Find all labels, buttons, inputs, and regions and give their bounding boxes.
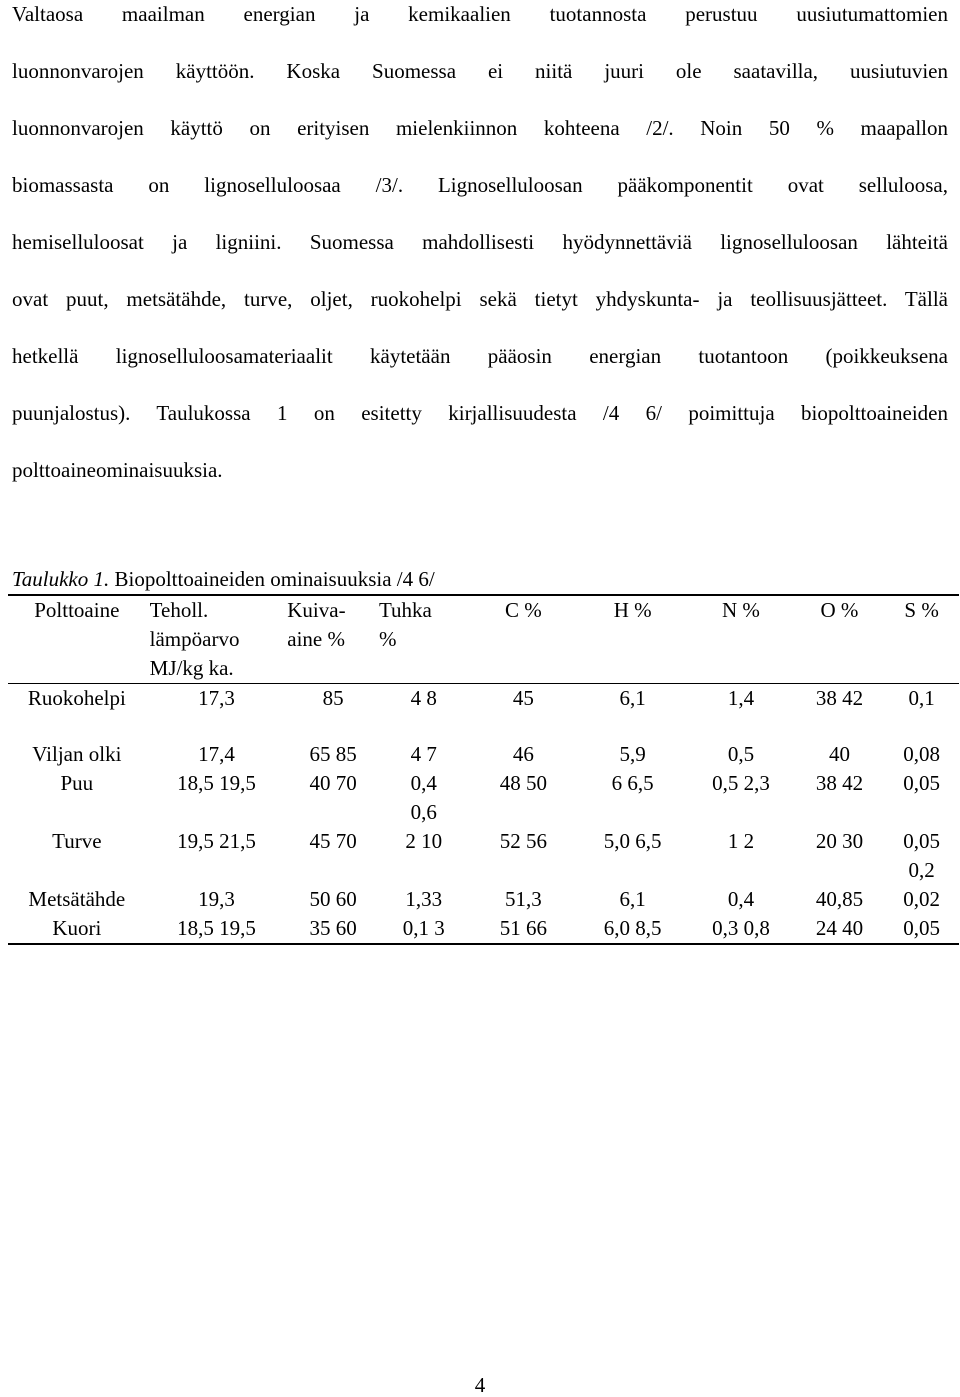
body-paragraph xyxy=(12,0,948,513)
cell-heating-value: 19,3 xyxy=(198,887,235,911)
table-row xyxy=(8,684,959,741)
cell-dry-matter: 35 60 xyxy=(309,916,357,940)
cell-nitrogen: 0,5 2,3 xyxy=(712,771,770,795)
table-body xyxy=(8,684,959,945)
header-hydrogen: H % xyxy=(613,598,652,622)
cell-oxygen: 38 42 xyxy=(815,686,864,710)
cell-heating-value: 19,5 21,5 xyxy=(177,829,256,853)
cell-carbon: 46 xyxy=(512,742,534,766)
cell-carbon: 45 xyxy=(512,686,534,710)
cell-ash: 1,33 xyxy=(405,887,443,911)
cell-heating-value: 17,4 xyxy=(198,742,235,766)
cell-hydrogen: 6,0 8,5 xyxy=(603,916,662,940)
cell-dry-matter: 85 xyxy=(322,686,344,710)
cell-dry-matter: 50 60 xyxy=(309,887,357,911)
cell-heating-value: 18,5 19,5 xyxy=(177,916,256,940)
paragraph-line: hetkellä lignoselluloosamateriaalit käytetään pääosin energian tuotantoon (poikkeuksena xyxy=(12,344,948,368)
cell-hydrogen: 5,0 6,5 xyxy=(603,829,662,853)
paragraph-line: Valtaosa maailman energian ja kemikaalien tuotannosta perustuu uusiutumattomien xyxy=(12,2,948,26)
cell-fuel: Turve xyxy=(52,829,102,853)
cell-carbon: 52 56 xyxy=(499,829,547,853)
table-caption-label: Taulukko 1. xyxy=(12,567,110,591)
cell-carbon: 48 50 xyxy=(499,771,547,795)
cell-nitrogen: 0,4 xyxy=(727,887,755,911)
cell-dry-matter: 40 70 xyxy=(309,771,357,795)
cell-fuel: Metsätähde xyxy=(28,887,126,911)
header-ash: Tuhka % xyxy=(378,598,432,651)
cell-carbon: 51,3 xyxy=(504,887,542,911)
header-carbon: C % xyxy=(504,598,542,622)
cell-sulfur: 0,1 xyxy=(908,686,935,710)
cell-dry-matter: 45 70 xyxy=(309,829,357,853)
cell-sulfur: 0,05 0,2 xyxy=(903,829,940,882)
cell-nitrogen: 0,3 0,8 xyxy=(712,916,770,940)
cell-nitrogen: 0,5 xyxy=(727,742,755,766)
cell-ash: 4 8 xyxy=(410,686,437,710)
paragraph-line: hemiselluloosat ja ligniini. Suomessa mahdollisesti hyödynnettäviä lignoselluloosan lähteitä xyxy=(12,230,948,254)
table-row xyxy=(8,740,959,769)
table-header-row xyxy=(8,595,959,684)
table-row xyxy=(8,885,959,914)
paragraph-line: luonnonvarojen käyttö on erityisen mielenkiinnon kohteena /2/. Noin 50 % maapallon xyxy=(12,116,948,140)
cell-heating-value: 18,5 19,5 xyxy=(177,771,256,795)
cell-heating-value: 17,3 xyxy=(198,686,235,710)
cell-oxygen: 40 xyxy=(828,742,850,766)
cell-sulfur: 0,02 xyxy=(903,887,940,911)
header-heating-value: Teholl. lämpöarvo MJ/kg ka. xyxy=(149,598,240,680)
cell-sulfur: 0,05 xyxy=(903,771,940,795)
cell-ash: 2 10 xyxy=(405,829,443,853)
cell-nitrogen: 1 2 xyxy=(727,829,755,853)
cell-nitrogen: 1,4 xyxy=(727,686,755,710)
cell-oxygen: 20 30 xyxy=(815,829,864,853)
cell-fuel: Ruokohelpi xyxy=(27,686,126,710)
cell-hydrogen: 6 6,5 xyxy=(611,771,654,795)
cell-sulfur: 0,05 xyxy=(903,916,940,940)
paragraph-line: puunjalostus). Taulukossa 1 on esitetty kirjallisuudesta /4 6/ poimittuja biopolttoaineiden xyxy=(12,401,948,425)
header-nitrogen: N % xyxy=(722,598,760,622)
page-number: 4 xyxy=(474,1373,486,1397)
cell-sulfur: 0,08 xyxy=(903,742,940,766)
table-row xyxy=(8,827,959,885)
table-header xyxy=(8,595,959,684)
cell-hydrogen: 6,1 xyxy=(619,887,646,911)
header-dry-matter: Kuiva- aine % xyxy=(287,598,346,651)
cell-ash: 0,1 3 xyxy=(402,916,445,940)
cell-oxygen: 38 42 xyxy=(815,771,864,795)
cell-fuel: Puu xyxy=(60,771,94,795)
cell-fuel: Viljan olki xyxy=(32,742,122,766)
header-oxygen: O % xyxy=(820,598,859,622)
paragraph-line: polttoaineominaisuuksia. xyxy=(12,458,223,482)
cell-ash: 4 7 xyxy=(410,742,437,766)
cell-dry-matter: 65 85 xyxy=(309,742,357,766)
table-row xyxy=(8,914,959,944)
header-sulfur: S % xyxy=(904,598,939,622)
paragraph-line: luonnonvarojen käyttöön. Koska Suomessa ei niitä juuri ole saatavilla, uusiutuvien xyxy=(12,59,948,83)
table-row xyxy=(8,769,959,827)
header-fuel: Polttoaine xyxy=(34,598,120,622)
cell-oxygen: 40,85 xyxy=(815,887,864,911)
table-caption xyxy=(12,566,435,592)
cell-oxygen: 24 40 xyxy=(815,916,864,940)
cell-hydrogen: 6,1 xyxy=(619,686,646,710)
table-caption-text: Biopolttoaineiden ominaisuuksia /4 6/ xyxy=(109,567,435,591)
fuel-properties-table xyxy=(8,594,959,945)
paragraph-line: ovat puut, metsätähde, turve, oljet, ruokohelpi sekä tietyt yhdyskunta- ja teollisuusjätteet. Tällä xyxy=(12,287,948,311)
cell-hydrogen: 5,9 xyxy=(619,742,646,766)
cell-fuel: Kuori xyxy=(52,916,102,940)
paragraph-line: biomassasta on lignoselluloosaa /3/. Lignoselluloosan pääkomponentit ovat selluloosa, xyxy=(12,173,948,197)
cell-ash: 0,4 0,6 xyxy=(410,771,437,824)
cell-carbon: 51 66 xyxy=(499,916,547,940)
